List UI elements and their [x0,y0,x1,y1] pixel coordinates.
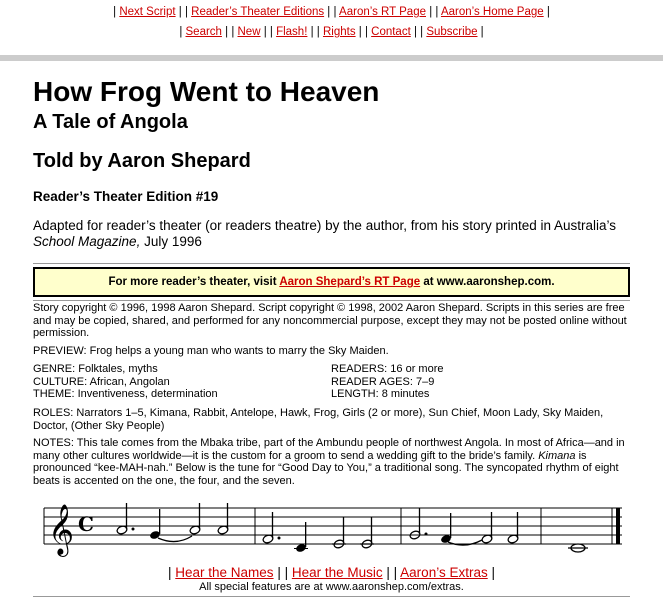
promo-box [33,267,630,297]
length-line: LENGTH: 8 minutes [331,388,430,400]
promo-rt-page-link[interactable]: Aaron Shepard’s RT Page [279,276,421,288]
page-title: How Frog Went to Heaven [33,76,380,107]
nav-contact[interactable]: Contact [371,26,411,38]
preview-line: PREVIEW: Frog helps a young man who wants to marry the Sky Maiden. [33,345,389,357]
treble-clef-icon: 𝄞 [48,504,75,555]
meta-left-column [33,363,333,401]
nav-aarons-home-page[interactable]: Aaron’s Home Page [440,6,544,18]
nav-new[interactable]: New [237,26,261,38]
nav-flash[interactable]: Flash! [276,26,308,38]
top-nav-row-1: | Next Script | | Reader’s Theater Editions | | Aaron’s RT Page | | Aaron’s Home Page | [113,6,550,18]
page-subtitle: A Tale of Angola [33,111,188,133]
adapted-text: Adapted for reader’s theater (or readers theatre) by the author, from his story printed in Australia’s [33,218,617,233]
aarons-extras-link[interactable]: Aaron’s Extras [400,565,488,580]
footer-note: All special features are at www.aaronshep.com/extras. [199,581,464,593]
time-signature: C [78,512,94,536]
meta-right-column [331,363,631,401]
music-staff [40,498,625,558]
theme-line: THEME: Inventiveness, determination [33,388,218,400]
nav-next-script[interactable]: Next Script [119,6,176,18]
nav-search[interactable]: Search [185,26,222,38]
header-divider [0,55,663,61]
notes-paragraph [33,437,633,487]
footer-links: | Hear the Names | | Hear the Music | | Aaron’s Extras | [168,565,495,580]
genre-line: GENRE: Folktales, myths [33,363,158,375]
author-line: Told by Aaron Shepard [33,150,251,172]
promo-prefix: For more reader’s theater, visit [108,276,280,288]
copyright-notice: Story copyright © 1996, 1998 Aaron Shepard. Script copyright © 1998, 2002 Aaron Shepard. Scripts in this series are free and may be copied, shared, and performed for any noncommercial purpose, except they may not be posted online without permission. [33,302,627,339]
nav-readers-theater-editions[interactable]: Reader’s Theater Editions [191,6,325,18]
nav-aarons-rt-page[interactable]: Aaron’s RT Page [339,6,426,18]
culture-line: CULTURE: African, Angolan [33,375,170,388]
readers-line: READERS: 16 or more [331,363,444,375]
adapted-date: July 1996 [140,234,202,249]
promo-section [33,263,630,301]
notes-part-2: is pronounced “kee-MAH-nah.” Below is the tune for “Good Day to You,” a traditional song. The syncopated rhythm of eight beats is accented on the one, the four, and the seven. [33,449,619,487]
adapted-note [33,218,633,250]
hear-the-names-link[interactable]: Hear the Names [175,565,274,580]
roles-line: ROLES: Narrators 1–5, Kimana, Rabbit, Antelope, Hawk, Frog, Girls (2 or more), Sun Chief, Moon Lady, Sky Maiden, Doctor, (Other Sky People) [33,407,604,432]
notes-kimana: Kimana [538,449,576,462]
magazine-name: School Magazine, [33,234,141,249]
footer-divider [33,596,630,597]
promo-suffix: at www.aaronshep.com. [420,276,555,288]
ages-line: READER AGES: 7–9 [331,375,435,388]
top-nav-row-2: | Search | | New | | Flash! | | Rights | | Contact | | Subscribe | [179,26,484,38]
nav-subscribe[interactable]: Subscribe [426,26,478,38]
notes-part-1: NOTES: This tale comes from the Mbaka tribe, part of the Ambundu people of northwest Angola. In most of Africa—and in many other cultures worldwide—it is the custom for a groom to send a wedding gift to the bride’s family. [33,437,625,462]
hear-the-music-link[interactable]: Hear the Music [291,565,383,580]
nav-rights[interactable]: Rights [322,26,356,38]
edition-label: Reader’s Theater Edition #19 [33,189,219,204]
